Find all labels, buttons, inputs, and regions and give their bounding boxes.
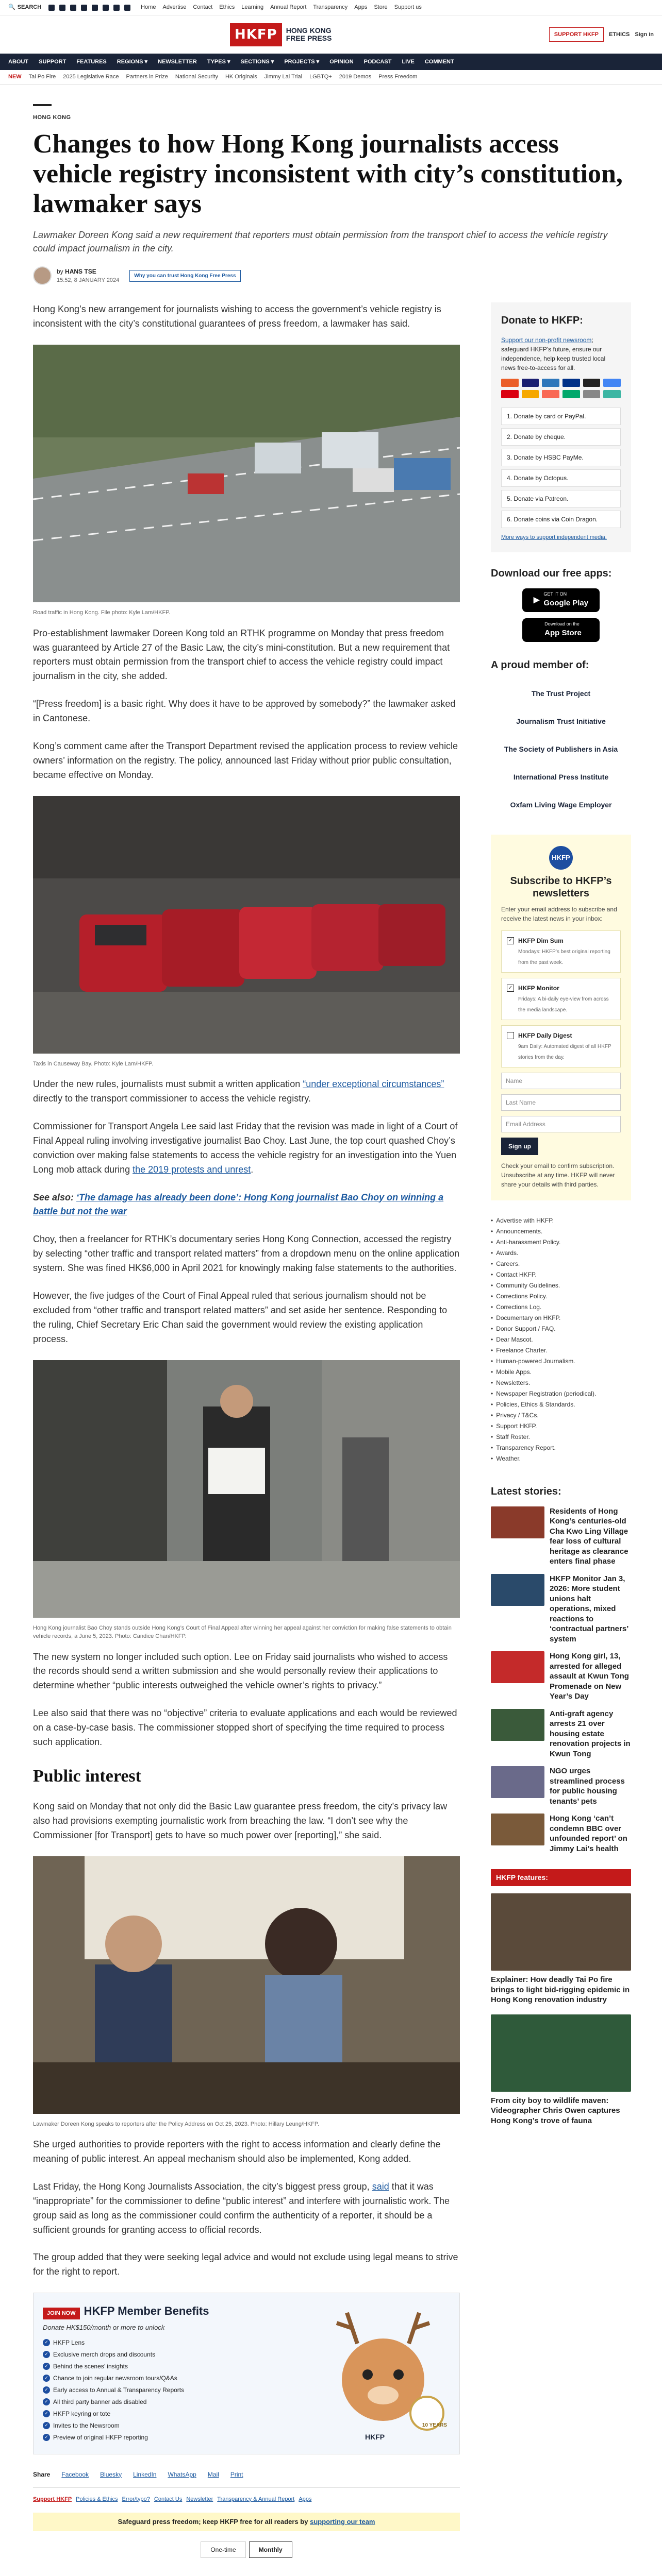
paragraph: Hong Kong’s new arrangement for journalists wishing to access the government’s vehicle registry is inconsistent with the city’s constitutional guarantees of press freedom, a lawmaker has said. [33,304,441,329]
protests-link[interactable]: the 2019 protests and unrest [133,1164,251,1175]
top-links [141,3,422,12]
newsletter-option-title: HKFP Dim Sum [518,937,564,944]
figure-taxis [33,796,460,1069]
footer-links [33,2495,460,2504]
paragraph: Kong’s comment came after the Transport Department revised the application process to review vehicle owners’ information on the registry. The policy, announced last Friday without prior public consultation, became effective on Monday. [33,741,458,780]
paragraph: The new system no longer included such option. Lee on Friday said journalists who wished to access the records should send a written submission and she would personally review their applications to determine whether “public interests outweighed the vehicle owner’s rights to privacy.” [33,1651,448,1691]
bao-choy-photo [33,1360,460,1618]
deer-mascot-illustration [316,2302,450,2436]
story-thumbnail[interactable] [491,1574,544,1606]
trending-item[interactable]: National Security [175,74,218,80]
feature-thumbnail[interactable] [491,1893,631,1971]
member-benefits-list [43,2338,306,2442]
feature-title[interactable]: Explainer: How deadly Tai Po fire brings to light bid-rigging epidemic in Hong Kong renovation industry [491,1975,630,2005]
member-benefit: ✓ Early access to Annual & Transparency Reports [43,2385,306,2395]
figure-bao-choy [33,1360,460,1641]
newsletter-signup [491,835,631,1200]
newsletter-option-desc: 9am Daily: Automated digest of all HKFP stories from the day. [518,1043,611,1060]
top-link[interactable]: Annual Report [270,4,307,11]
member-benefit: ✓ HKFP Lens [43,2338,306,2347]
sign-up-button[interactable]: Sign up [501,1138,538,1155]
policy-link[interactable]: • Advertise with HKFP. [491,1216,631,1225]
policy-link[interactable]: • Announcements. [491,1227,631,1236]
story-thumbnail[interactable] [491,1651,544,1683]
trending-item[interactable]: Partners in Prize [126,74,168,80]
doreen-kong-photo [33,1856,460,2114]
article-standfirst: Lawmaker Doreen Kong said a new requirement that reporters must obtain permission from the transport chief to access the vehicle registry could impact journalism in the city. [33,230,608,254]
top-link[interactable]: Home [141,4,156,11]
facebook-icon[interactable] [48,5,55,11]
article-body [33,302,460,2568]
share-link[interactable]: WhatsApp [168,2470,196,2478]
app-store-button[interactable]: Download on the App Store [522,618,600,642]
search-button[interactable]: 🔍 SEARCH [8,3,41,12]
top-link[interactable]: Contact [193,4,213,11]
policy-link[interactable]: • Anti-harassment Policy. [491,1238,631,1247]
feature-thumbnail[interactable] [491,2014,631,2092]
policy-link[interactable]: • Policies, Ethics & Standards. [491,1400,631,1409]
story-thumbnail[interactable] [491,1506,544,1538]
newsletter-option-title: HKFP Daily Digest [518,1031,572,1039]
linkedin-icon[interactable] [103,5,109,11]
trending-bar [0,70,662,84]
donate-options [501,408,621,528]
paragraph: The group added that they were seeking legal advice and would not exclude using legal means to strive for the right to report. [33,2252,458,2277]
top-link[interactable]: Apps [354,4,368,11]
footer-link[interactable]: Error/typo? [122,2496,150,2502]
trending-item[interactable]: Jimmy Lai Trial [264,74,303,80]
latest-title: Latest stories: [491,1485,561,1497]
policy-link[interactable]: • Freelance Charter. [491,1346,631,1355]
footer-link[interactable]: Contact Us [154,2496,183,2502]
logo-text: HONG KONG FREE PRESS [286,26,332,42]
apps-title: Download our free apps: [491,567,612,579]
footer-link[interactable]: Apps [299,2496,312,2502]
latest-story[interactable] [491,1574,631,1645]
mastercard-icon [501,379,519,387]
policy-link[interactable]: • Newspaper Registration (periodical). [491,1389,631,1398]
email-input[interactable]: Email Address [501,1116,621,1132]
policy-link[interactable]: • Donor Support / FAQ. [491,1324,631,1333]
nav-item[interactable]: FEATURES [76,58,107,65]
policy-link[interactable]: • Awards. [491,1248,631,1258]
apple-pay-icon [583,379,601,387]
donation-frequency [33,2541,460,2558]
donate-card: Donate to HKFP: Support our non-profit newsroom; safeguard HKFP’s future, ensure our independence, help keep trusted local news free-to-access for all. 1. Donate by card or PayPal. 2. Donate by cheque. 3. Donate by HSBC PayMe. 4. Donate by Octopus. 5. Donate via Patreon. 6. Donate coins via Coin Dragon. More ways to support independent media. [491,302,631,552]
policy-link[interactable]: • Support HKFP. [491,1421,631,1431]
site-logo[interactable] [230,23,332,46]
features-title: HKFP features: [491,1869,631,1886]
exceptional-circumstances-link[interactable]: “under exceptional circumstances” [303,1079,444,1090]
policy-link[interactable]: • Corrections Log. [491,1302,631,1312]
nav-item[interactable]: SUPPORT [39,58,67,65]
feature-title[interactable]: From city boy to wildlife maven: Videographer Chris Owen captures Hong Kong’s trove of fauna [491,2096,620,2125]
donate-option[interactable]: 3. Donate by HSBC PayMe. [501,449,621,466]
newsletter-option-desc: Fridays: A bi-daily eye-view from across the media landscape. [518,996,609,1013]
policy-link[interactable]: • Privacy / T&Cs. [491,1411,631,1420]
share-link[interactable]: LinkedIn [133,2470,157,2478]
figure-caption: Taxis in Causeway Bay. Photo: Kyle Lam/HKFP. [33,1060,154,1067]
policy-links [491,1216,631,1463]
name-input[interactable]: Name [501,1073,621,1089]
paragraph: Last Friday, the Hong Kong Journalists Association, the city’s biggest press group, said that it was “inappropriate” for the commissioner to define “public interest” and interfere with journalistic work. The group said as long as the commissioner could confirm the authenticity of a reporter, it should be a sufficient grounds for granting access to official records. [33,2181,450,2235]
figure-caption: Lawmaker Doreen Kong speaks to reporters after the Policy Address on Oct 25, 2023. Photo: Hillary Leung/HKFP. [33,2121,319,2127]
top-link[interactable]: Support us [394,4,422,11]
logo-box: HKFP [230,23,282,46]
story-thumbnail[interactable] [491,1814,544,1845]
member-benefit: ✓ HKFP keyring or tote [43,2409,306,2418]
figure-road-traffic [33,345,460,617]
hkfp-round-logo: HKFP [549,846,573,870]
policy-link[interactable]: • Dear Mascot. [491,1335,631,1344]
member-logo[interactable]: The Society of Publishers in Asia [504,745,618,754]
visa-icon [522,379,539,387]
nav-item[interactable]: NEWSLETTER [158,58,197,65]
monthly-option[interactable]: Monthly [249,2541,292,2558]
feature-story[interactable] [491,2014,631,2126]
donate-option[interactable]: 2. Donate by cheque. [501,428,621,446]
payment-icons [501,379,621,398]
deer-mascot [316,2302,450,2445]
trending-item[interactable]: Tai Po Fire [28,74,56,80]
threads-icon[interactable] [81,5,87,11]
trending-item[interactable]: 2019 Demos [339,74,372,80]
newsletter-title: Subscribe to HKFP’s newsletters [510,875,612,899]
see-also: See also: ‘The damage has already been done’: Hong Kong journalist Bao Choy on winning a battle but not the war [33,1192,444,1217]
share-link[interactable]: Mail [207,2470,219,2478]
author-avatar [33,266,52,285]
member-title: A proud member of: [491,659,589,671]
feature-story[interactable] [491,1893,631,2005]
member-benefit: ✓ Exclusive merch drops and discounts [43,2350,306,2359]
latest-story[interactable] [491,1651,631,1702]
policy-link[interactable]: • Staff Roster. [491,1432,631,1442]
policy-link[interactable]: • Documentary on HKFP. [491,1313,631,1323]
donate-option[interactable]: 1. Donate by card or PayPal. [501,408,621,425]
member-benefit: ✓ All third party banner ads disabled [43,2397,306,2406]
nav-item[interactable]: PODCAST [363,58,392,65]
youtube-icon[interactable] [92,5,98,11]
google-play-button[interactable]: ▶ GET IT ON Google Play [522,588,600,612]
policy-link[interactable]: • Careers. [491,1259,631,1268]
article-header [33,84,629,285]
top-link[interactable]: Store [374,4,388,11]
hkja-said-link[interactable]: said [372,2181,389,2192]
article-category[interactable]: HONG KONG [33,114,71,121]
fps-icon [562,390,580,398]
paypal-icon [562,379,580,387]
latest-stories [491,1506,631,1854]
donate-title: Donate to HKFP: [501,315,583,327]
masthead [0,15,662,54]
policy-link[interactable]: • Corrections Policy. [491,1292,631,1301]
share-link[interactable]: Print [230,2470,243,2478]
donate-option[interactable]: 6. Donate coins via Coin Dragon. [501,511,621,528]
trending-item[interactable]: Press Freedom [378,74,418,80]
paragraph: “[Press freedom] is a basic right. Why does it have to be approved by somebody?” the lawmaker asked in Cantonese. [33,699,456,724]
member-logos [491,680,631,819]
social-icons [48,5,130,11]
policy-link[interactable]: • Transparency Report. [491,1443,631,1452]
policy-link[interactable]: • Human-powered Journalism. [491,1357,631,1366]
story-title[interactable]: Hong Kong ‘can’t condemn BBC over unfounded report’ on Jimmy Lai’s health [550,1814,627,1853]
payme-icon [501,390,519,398]
google-pay-icon [603,379,621,387]
newsletter-option[interactable] [501,930,621,973]
latest-story[interactable] [491,1814,631,1854]
amex-icon [542,379,559,387]
member-logo[interactable]: The Trust Project [531,689,591,698]
ten-years-badge: 10 YEARS [422,2422,448,2428]
latest-story[interactable] [491,1766,631,1806]
story-title[interactable]: Hong Kong girl, 13, arrested for alleged assault at Kwun Tong Promenade on New Year’s Day [550,1652,629,1701]
latest-story[interactable] [491,1709,631,1759]
footer-link[interactable]: Policies & Ethics [76,2496,118,2502]
nav-item[interactable]: TYPES ▾ [207,58,230,65]
category-rule [33,104,52,106]
share-link[interactable]: Bluesky [100,2470,122,2478]
figure-caption: Road traffic in Hong Kong. File photo: Kyle Lam/HKFP. [33,609,171,616]
member-benefits-box[interactable] [33,2293,460,2454]
member-benefits-sub: Donate HK$150/month or more to unlock [43,2324,165,2332]
deer-label: HKFP [365,2432,385,2441]
member-logo[interactable]: International Press Institute [513,773,609,782]
features-list [491,1893,631,2126]
author-name[interactable]: HANS TSE [65,268,96,276]
top-link[interactable]: Learning [241,4,264,11]
more-ways-link[interactable]: More ways to support independent media. [501,534,607,541]
member-benefit: ✓ Invites to the Newsroom [43,2421,306,2430]
newsletter-checkbox[interactable]: ✓ [507,937,514,944]
nav-item[interactable]: SECTIONS ▾ [240,58,274,65]
nav-item[interactable]: LIVE [402,58,415,65]
paragraph: Kong said on Monday that not only did the Basic Law guarantee press freedom, the city’s privacy law also had provisions exempting journalistic work from breaching the law. “I don’t see why the Commissioner [for Transport] gets to have so much power over [reporting],” she said. [33,1801,448,1840]
trending-item[interactable]: LGBTQ+ [309,74,332,80]
sign-in-link[interactable]: Sign in [635,31,654,38]
join-now-button[interactable]: JOIN NOW [43,2308,80,2319]
coin-icon [603,390,621,398]
sidebar [491,302,631,2568]
cheque-icon [583,390,601,398]
nav-item[interactable]: COMMENT [424,58,454,65]
newsletter-option-title: HKFP Monitor [518,984,559,992]
x-icon[interactable] [59,5,65,11]
ethics-link[interactable]: ETHICS [608,31,630,38]
instagram-icon[interactable] [70,5,76,11]
trust-link[interactable]: Why you can trust Hong Kong Free Press [129,270,240,282]
one-time-option[interactable]: One-time [201,2541,245,2558]
article-title: Changes to how Hong Kong journalists access vehicle registry inconsistent with city’s constitution, lawmaker says [33,129,623,218]
story-thumbnail[interactable] [491,1766,544,1798]
donate-option[interactable]: 4. Donate by Octopus. [501,469,621,487]
search-icon: 🔍 [8,4,15,11]
story-title[interactable]: HKFP Monitor Jan 3, 2026: More student unions halt operations, mixed reactions to ‘contractual partners’ system [550,1574,628,1643]
supporting-team-link[interactable]: supporting our team [310,2518,375,2526]
paragraph: Under the new rules, journalists must submit a written application “under exceptional circumstances” directly to the transport commissioner to access the vehicle registry. [33,1079,444,1104]
member-benefit: ✓ Chance to join regular newsroom tours/Q&As [43,2374,306,2383]
paragraph: She urged authorities to provide reporters with the right to access information and clearly define the meaning of public interest. An appeal mechanism should also be implemented, Kong added. [33,2139,441,2164]
paragraph: However, the five judges of the Court of Final Appeal ruled that serious journalism should not be excluded from “other traffic and transport related matters” and set aside her sentence. Responding to the ruling, Chief Secretary Eric Chan said the government would review the existing application process. [33,1290,448,1344]
nav-item[interactable]: OPINION [329,58,354,65]
policy-link[interactable]: • Contact HKFP. [491,1270,631,1279]
patreon-icon [542,390,559,398]
member-benefit: ✓ Behind the scenes’ insights [43,2362,306,2371]
byline: by HANS TSE 15:52, 8 JANUARY 2024 Why you can trust Hong Kong Free Press [33,266,629,285]
nav-item[interactable]: PROJECTS ▾ [284,58,320,65]
octopus-icon [522,390,539,398]
member-logo[interactable]: Journalism Trust Initiative [516,717,606,726]
rss-icon[interactable] [124,5,130,11]
policy-link[interactable]: • Mobile Apps. [491,1367,631,1377]
member-benefits-title: HKFP Member Benefits [84,2304,209,2318]
figure-caption: Hong Kong journalist Bao Choy stands outside Hong Kong’s Court of Final Appeal after winning her appeal against her conviction for making false statements to obtain vehicle records, a June 5, 2023. Photo: Candice Chan/HKFP. [33,1624,452,1640]
support-banner: Safeguard press freedom; keep HKFP free for all readers by supporting our team [33,2513,460,2531]
newsletter-option-desc: Mondays: HKFP’s best original reporting from the past week. [518,948,610,965]
newsletter-text: Enter your email address to subscribe and receive the latest news in your inbox: [501,905,617,922]
taxis-photo [33,796,460,1054]
top-link[interactable]: Advertise [162,4,187,11]
share-bar [33,2470,460,2488]
paragraph: Pro-establishment lawmaker Doreen Kong told an RTHK programme on Monday that press freedom was guaranteed by Article 27 of the Basic Law, the city’s mini-constitution. But a new requirement that reporters must obtain permission from the transport chief to access the vehicle registry could impact journalism in the city, she added. [33,628,450,682]
google-play-icon: ▶ [533,595,540,604]
story-title[interactable]: NGO urges streamlined process for public housing tenants’ pets [550,1767,625,1806]
member-benefit: ✓ Preview of original HKFP reporting [43,2433,306,2442]
trending-items [29,73,418,81]
donate-option[interactable]: 5. Donate via Patreon. [501,490,621,507]
newsletter-note: Check your email to confirm subscription. Unsubscribe at any time. HKFP will never share your details with third parties. [501,1162,615,1188]
top-link[interactable]: Ethics [219,4,235,11]
nav-item[interactable]: REGIONS ▾ [117,58,148,65]
footer-support-link[interactable]: Support HKFP [33,2496,72,2502]
footer-link[interactable]: Transparency & Annual Report [217,2496,295,2502]
paragraph: Lee also said that there was no “objective” criteria to evaluate applications and each would be reviewed on a case-by-case basis. The commissioner stopped short of specifying the time required to process such application. [33,1708,457,1747]
figure-doreen-kong [33,1856,460,2129]
telegram-icon[interactable] [113,5,120,11]
share-link[interactable]: Facebook [61,2470,89,2478]
policy-link[interactable]: • Community Guidelines. [491,1281,631,1290]
support-newsroom-link[interactable]: Support our non-profit newsroom [501,336,592,344]
support-hkfp-button[interactable]: SUPPORT HKFP [549,27,604,42]
last-name-input[interactable]: Last Name [501,1094,621,1111]
newsletter-checkbox[interactable] [507,1032,514,1039]
nav-item[interactable]: ABOUT [8,58,29,65]
trending-item[interactable]: HK Originals [225,74,257,80]
share-link: Share [33,2470,51,2478]
article-date: 15:52, 8 JANUARY 2024 [57,277,120,284]
trending-new-label: NEW [8,74,22,80]
newsletter-checkbox[interactable]: ✓ [507,985,514,992]
latest-story[interactable] [491,1506,631,1567]
policy-link[interactable]: • Weather. [491,1454,631,1463]
newsletter-option[interactable] [501,1025,621,1067]
member-logo[interactable]: Oxfam Living Wage Employer [510,801,612,809]
paragraph: Choy, then a freelancer for RTHK’s documentary series Hong Kong Connection, accessed the registry by selecting “other traffic and transport related matters” from a dropdown menu on the online application system. She was fined HK$6,000 in April 2021 for knowingly making false statements to the authorities. [33,1234,460,1274]
trending-item[interactable]: 2025 Legislative Race [63,74,119,80]
section-heading: Public interest [33,1766,141,1786]
road-traffic-photo [33,345,460,602]
story-title[interactable]: Residents of Hong Kong’s centuries-old Cha Kwo Ling Village fear loss of cultural heritage as clearance enters final phase [550,1506,628,1566]
policy-link[interactable]: • Newsletters. [491,1378,631,1387]
top-link[interactable]: Transparency [313,4,348,11]
story-thumbnail[interactable] [491,1709,544,1741]
story-title[interactable]: Anti-graft agency arrests 21 over housing estate renovation projects in Kwun Tong [550,1709,631,1758]
paragraph: Commissioner for Transport Angela Lee said last Friday that the revision was made in light of a Court of Final Appeal ruling involving investigative journalist Bao Choy. Last June, the top court quashed Choy’s conviction over making false statements to access the vehicle registry for an investigation into the Yuen Long mob attack during the 2019 protests and unrest. [33,1121,458,1175]
footer-link[interactable]: Newsletter [186,2496,213,2502]
newsletter-option[interactable] [501,978,621,1020]
top-utility-bar [0,0,662,15]
see-also-link[interactable]: ‘The damage has already been done’: Hong Kong journalist Bao Choy on winning a battle but not the war [33,1192,444,1217]
main-nav [0,54,662,70]
